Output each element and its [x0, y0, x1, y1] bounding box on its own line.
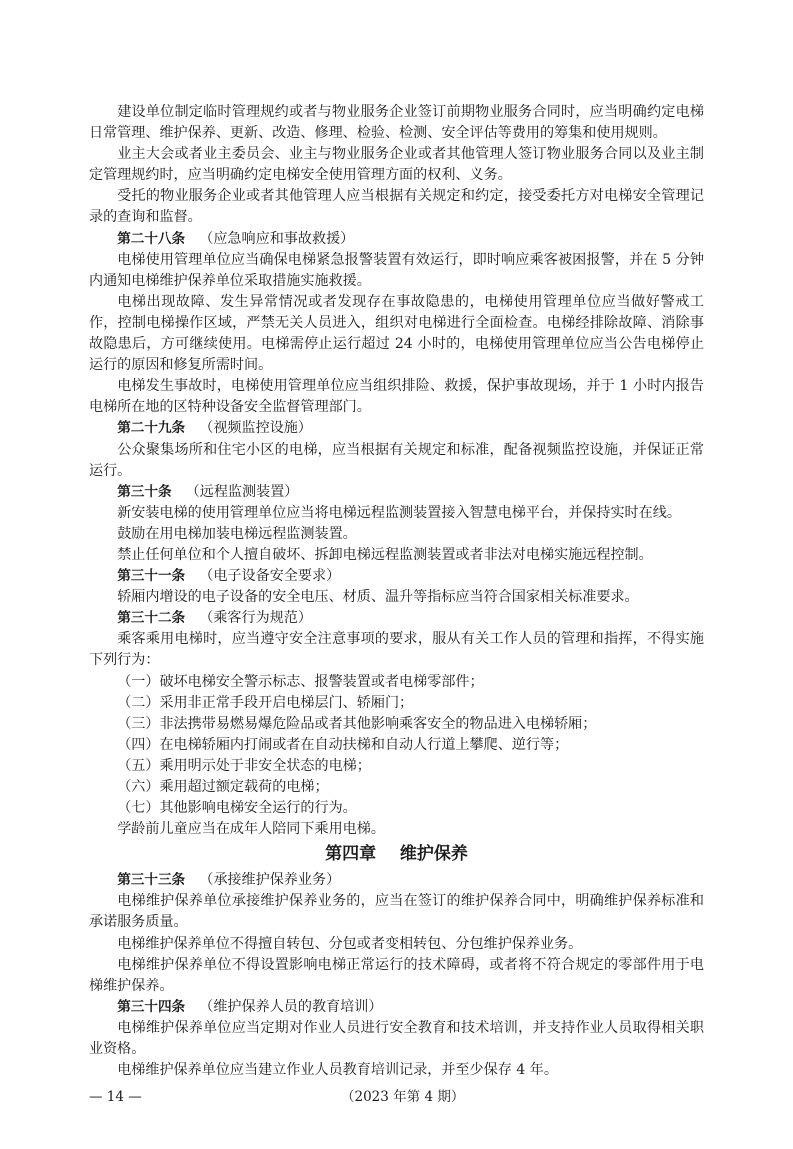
- issue-label: （2023 年第 4 期）: [341, 1089, 465, 1106]
- heading-title: （远程监测装置）: [185, 483, 299, 500]
- paragraph: 电梯使用管理单位应当确保电梯紧急报警装置有效运行，即时响应乘客被困报警，并在 5 分钟内通知电梯维护保养单位采取措施实施救援。: [89, 251, 704, 289]
- heading-label: 第三十一条: [117, 568, 186, 585]
- paragraph: 电梯维护保养单位应当建立作业人员教育培训记录，并至少保存 4 年。: [117, 1062, 558, 1079]
- page-footer: [89, 1087, 704, 1109]
- paragraph: 禁止任何单位和个人擅自破坏、拆卸电梯远程监测装置或者非法对电梯实施远程控制。: [117, 546, 653, 563]
- paragraph: （四）在电梯轿厢内打闹或者在自动扶梯和自动人行道上攀爬、逆行等；: [117, 736, 569, 753]
- heading-title: 维护保养: [399, 844, 468, 865]
- heading-title: （乘客行为规范）: [199, 610, 312, 627]
- article-heading: [89, 566, 704, 587]
- heading-label: 第二十八条: [117, 230, 186, 247]
- chapter-heading: [89, 844, 704, 865]
- paragraph: 新安装电梯的使用管理单位应当将电梯远程监测装置接入智慧电梯平台，并保持实时在线。: [117, 504, 681, 521]
- paragraph: 业主大会或者业主委员会、业主与物业服务企业或者其他管理人签订物业服务合同以及业主制定管理规约时，应当明确约定电梯安全使用管理方面的权利、义务。: [89, 146, 704, 184]
- article-heading: [89, 482, 704, 503]
- paragraph: 学龄前儿童应当在成年人陪同下乘用电梯。: [117, 821, 385, 838]
- paragraph: 鼓励在用电梯加装电梯远程监测装置。: [117, 525, 357, 542]
- paragraph: （七）其他影响电梯安全运行的行为。: [117, 800, 357, 817]
- paragraph: 电梯维护保养单位应当定期对作业人员进行安全教育和技术培训，并支持作业人员取得相关职业资格。: [89, 1019, 704, 1058]
- heading-label: 第三十三条: [117, 872, 186, 889]
- paragraph: 电梯维护保养单位不得擅自转包、分包或者变相转包、分包维护保养业务。: [117, 935, 583, 952]
- article-heading: [89, 608, 704, 629]
- article-heading: [89, 870, 704, 891]
- paragraph: （二）采用非正常手段开启电梯层门、轿厢门；: [117, 694, 414, 711]
- heading-label: 第二十九条: [117, 420, 186, 437]
- heading-label: 第三十四条: [117, 998, 186, 1015]
- paragraph: 电梯维护保养单位不得设置影响电梯正常运行的技术障碍，或者将不符合规定的零部件用于电梯维护保养。: [89, 956, 704, 994]
- heading-title: （维护保养人员的教育培训）: [199, 998, 383, 1015]
- heading-title: （电子设备安全要求）: [199, 568, 341, 585]
- paragraph: 轿厢内增设的电子设备的安全电压、材质、温升等指标应当符合国家相关标准要求。: [117, 589, 639, 606]
- heading-title: （承接维护保养业务）: [199, 872, 341, 889]
- paragraph: 公众聚集场所和住宅小区的电梯，应当根据有关规定和标准，配备视频监控设施，并保证正常运行。: [89, 441, 704, 479]
- heading-label: 第三十条: [117, 483, 172, 500]
- heading-title: （视频监控设施）: [199, 420, 312, 437]
- article-heading: [89, 229, 704, 250]
- document-body: [89, 102, 704, 1081]
- paragraph: 建设单位制定临时管理规约或者与物业服务企业签订前期物业服务合同时，应当明确约定电梯日常管理、维护保养、更新、改造、修理、检验、检测、安全评估等费用的筹集和使用规则。: [89, 104, 704, 142]
- paragraph: （五）乘用明示处于非安全状态的电梯；: [117, 757, 371, 774]
- paragraph: 受托的物业服务企业或者其他管理人应当根据有关规定和约定，接受委托方对电梯安全管理记录的查询和监督。: [89, 188, 704, 226]
- heading-title: （应急响应和事故救援）: [199, 230, 355, 247]
- paragraph: 乘客乘用电梯时，应当遵守安全注意事项的要求，服从有关工作人员的管理和指挥，不得实施下列行为：: [89, 631, 704, 669]
- article-heading: [89, 418, 704, 439]
- paragraph: （三）非法携带易燃易爆危险品或者其他影响乘客安全的物品进入电梯轿厢；: [117, 715, 597, 732]
- heading-label: 第三十二条: [117, 610, 186, 627]
- paragraph: 电梯发生事故时，电梯使用管理单位应当组织排险、救援，保护事故现场，并于 1 小时内报告电梯所在地的区特种设备安全监督管理部门。: [89, 378, 704, 416]
- page-number: — 14 —: [89, 1089, 142, 1106]
- paragraph: 电梯维护保养单位承接维护保养业务的，应当在签订的维护保养合同中，明确维护保养标准和承诺服务质量。: [89, 893, 704, 931]
- heading-label: 第四章: [325, 844, 377, 865]
- paragraph: （一）破坏电梯安全警示标志、报警装置或者电梯零部件；: [117, 673, 484, 690]
- article-heading: [89, 997, 704, 1018]
- paragraph: 电梯出现故障、发生异常情况或者发现存在事故隐患的，电梯使用管理单位应当做好警戒工作，控制电梯操作区域，严禁无关人员进入，组织对电梯进行全面检查。电梯经排除故障、消除事故隐患后，方可继续使用。电梯需停止运行超过 24 小时的，电梯使用管理单位应当公告电梯停止运行的原因和修复所需时间。: [89, 293, 704, 374]
- paragraph: （六）乘用超过额定载荷的电梯；: [117, 779, 329, 795]
